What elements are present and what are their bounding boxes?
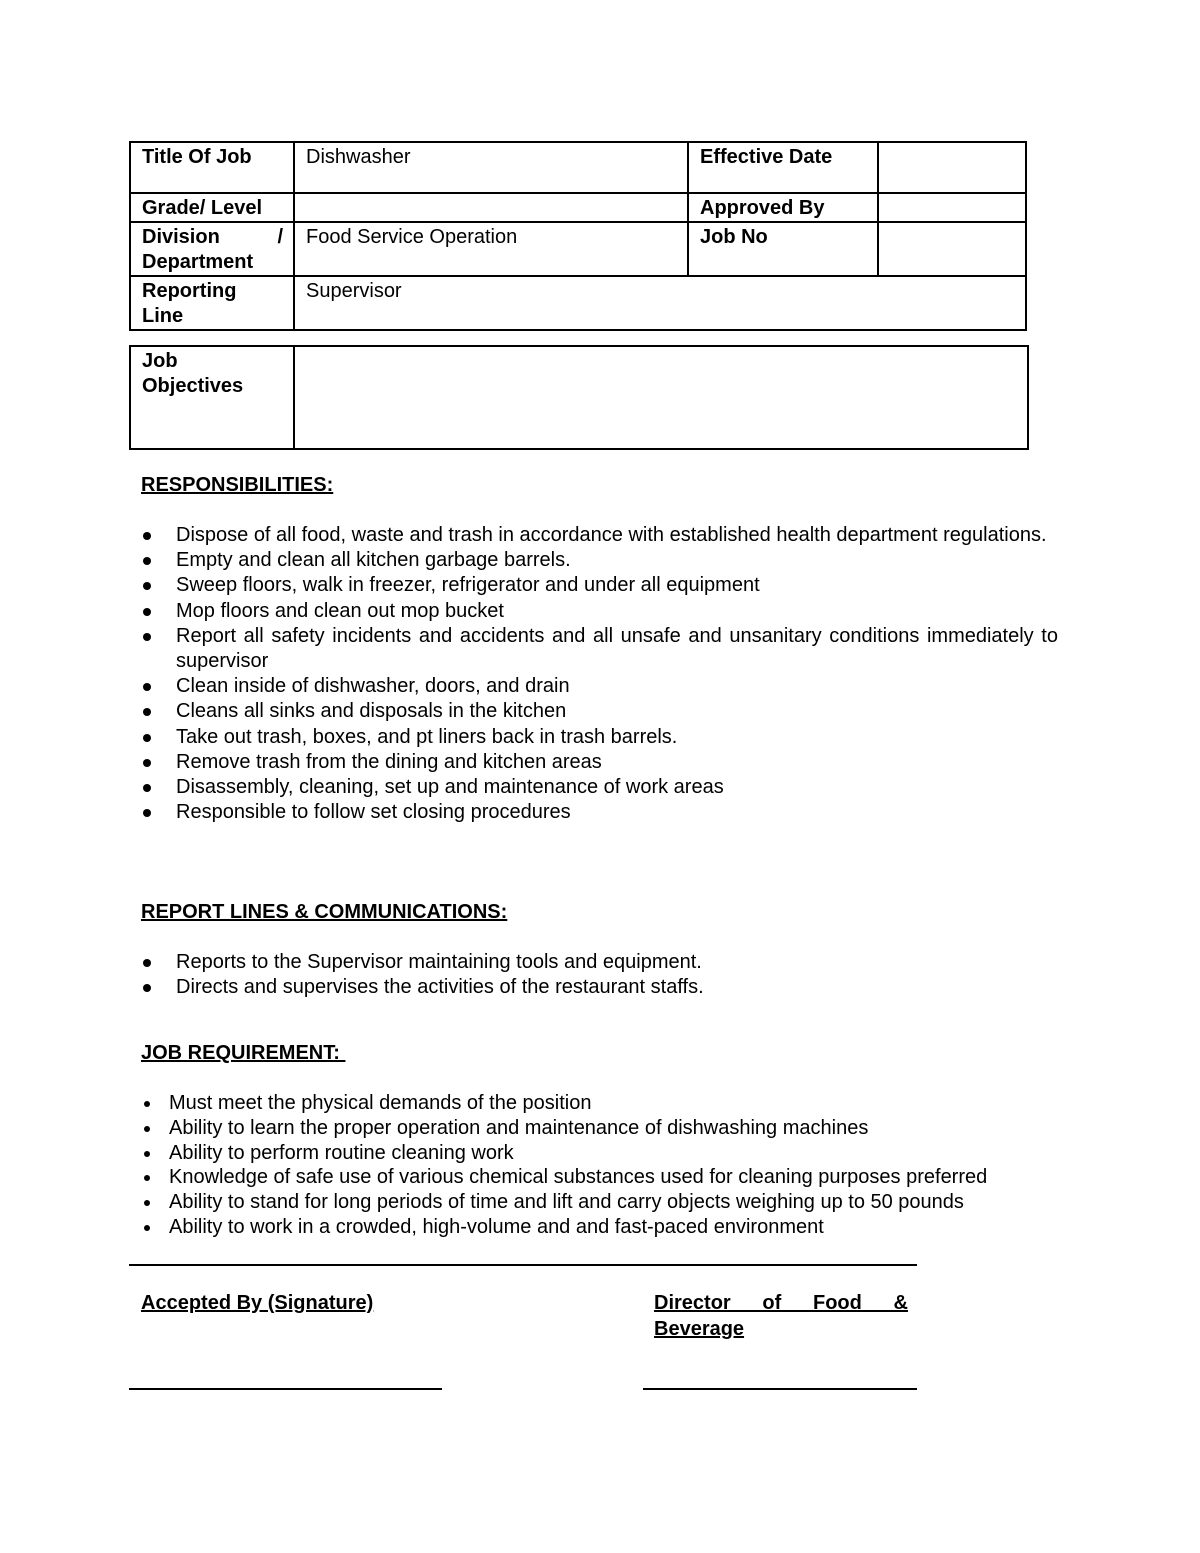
division-label-cell bbox=[130, 222, 294, 276]
approved-by-label: Approved By bbox=[700, 197, 825, 219]
job-requirement-heading: JOB REQUIREMENT: bbox=[141, 1042, 346, 1064]
list-item: Must meet the physical demands of the position bbox=[141, 1091, 1101, 1116]
list-item: Ability to learn the proper operation and maintenance of dishwashing machines bbox=[141, 1116, 1101, 1141]
list-item: Disassembly, cleaning, set up and maintenance of work areas bbox=[141, 775, 1058, 800]
grade-level-label: Grade/ Level bbox=[142, 197, 263, 219]
list-item: Knowledge of safe use of various chemical substances used for cleaning purposes preferred bbox=[141, 1165, 1101, 1190]
job-no-label: Job No bbox=[700, 226, 768, 248]
list-item: Cleans all sinks and disposals in the kitchen bbox=[141, 699, 1058, 724]
job-objectives-table bbox=[129, 345, 1029, 450]
reporting-label-cell bbox=[130, 276, 294, 330]
list-item: Ability to work in a crowded, high-volume and and fast-paced environment bbox=[141, 1215, 1101, 1240]
responsibilities-list bbox=[141, 523, 1058, 825]
reporting-line-value: Supervisor bbox=[306, 280, 402, 302]
list-item: Dispose of all food, waste and trash in accordance with established health department regulations. bbox=[141, 523, 1058, 548]
separator-line bbox=[129, 1264, 917, 1266]
list-item: Reports to the Supervisor maintaining tools and equipment. bbox=[141, 950, 1058, 975]
division-label: Division bbox=[142, 226, 220, 248]
division-value: Food Service Operation bbox=[306, 226, 518, 248]
list-item: Remove trash from the dining and kitchen areas bbox=[141, 750, 1058, 775]
effective-date-label: Effective Date bbox=[700, 146, 833, 168]
list-item: Mop floors and clean out mop bucket bbox=[141, 599, 1058, 624]
approved-value-cell bbox=[878, 193, 1026, 222]
list-item: Responsible to follow set closing procedures bbox=[141, 800, 1058, 825]
list-item: Empty and clean all kitchen garbage barrels. bbox=[141, 548, 1058, 573]
title-of-job-label: Title Of Job bbox=[142, 146, 252, 168]
objectives-value-cell bbox=[294, 346, 1028, 449]
accepted-by-label: Accepted By (Signature) bbox=[141, 1292, 374, 1314]
list-item: Sweep floors, walk in freezer, refrigerator and under all equipment bbox=[141, 573, 1058, 598]
list-item: Ability to stand for long periods of time and lift and carry objects weighing up to 50 pounds bbox=[141, 1190, 1101, 1215]
list-item: Ability to perform routine cleaning work bbox=[141, 1141, 1101, 1166]
jobno-label-cell bbox=[688, 222, 878, 276]
title-value-cell bbox=[294, 142, 688, 193]
director-label: Director of Food & Beverage bbox=[654, 1292, 908, 1340]
requirements-list bbox=[141, 1091, 1101, 1240]
list-item: Report all safety incidents and accidents and all unsafe and unsanitary conditions immediately to supervisor bbox=[141, 624, 1058, 674]
division-slash: / bbox=[277, 226, 283, 248]
reporting-value-cell bbox=[294, 276, 1026, 330]
approved-label-cell bbox=[688, 193, 878, 222]
job-title-value: Dishwasher bbox=[306, 146, 411, 168]
jobno-value-cell bbox=[878, 222, 1026, 276]
department-label: Department bbox=[142, 251, 254, 273]
grade-value-cell bbox=[294, 193, 688, 222]
job-info-table bbox=[129, 141, 1027, 331]
line-label: Line bbox=[142, 305, 184, 327]
report-lines-list bbox=[141, 950, 1058, 1000]
list-item: Directs and supervises the activities of the restaurant staffs. bbox=[141, 975, 1058, 1000]
job-label: Job bbox=[142, 350, 178, 372]
grade-label-cell bbox=[130, 193, 294, 222]
director-signature-line bbox=[643, 1388, 917, 1390]
division-label-row bbox=[142, 225, 283, 250]
reporting-label: Reporting bbox=[142, 280, 237, 302]
responsibilities-heading: RESPONSIBILITIES: bbox=[141, 474, 334, 496]
division-value-cell bbox=[294, 222, 688, 276]
objectives-label-cell bbox=[130, 346, 294, 449]
list-item: Clean inside of dishwasher, doors, and drain bbox=[141, 674, 1058, 699]
accepted-signature-line bbox=[129, 1388, 442, 1390]
report-lines-heading: REPORT LINES & COMMUNICATIONS: bbox=[141, 901, 508, 923]
effective-label-cell bbox=[688, 142, 878, 193]
effective-value-cell bbox=[878, 142, 1026, 193]
objectives-label: Objectives bbox=[142, 375, 244, 397]
list-item: Take out trash, boxes, and pt liners back in trash barrels. bbox=[141, 725, 1058, 750]
title-label-cell bbox=[130, 142, 294, 193]
